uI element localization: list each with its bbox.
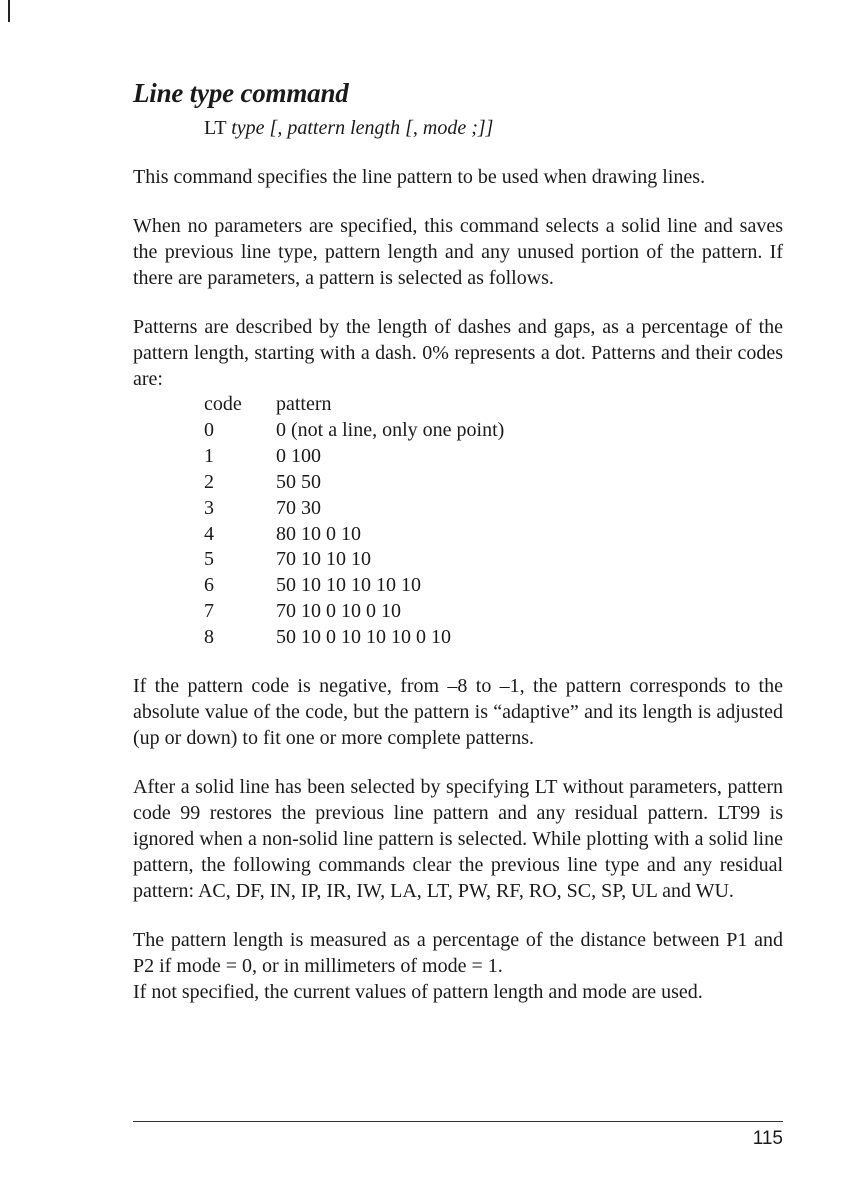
code-cell: 8 bbox=[204, 626, 214, 649]
table-row bbox=[204, 418, 504, 444]
footer-rule bbox=[133, 1121, 783, 1122]
paragraph-default-values: If not specified, the current values of pattern length and mode are used. bbox=[133, 981, 703, 1004]
code-cell: 0 bbox=[204, 418, 214, 441]
table-header-row bbox=[204, 392, 504, 418]
table-row bbox=[204, 547, 504, 573]
code-cell: 6 bbox=[204, 574, 214, 597]
header-code: code bbox=[204, 393, 242, 415]
syntax-parameters: type [, pattern length [, mode ;]] bbox=[231, 117, 494, 139]
scan-edge-mark bbox=[8, 0, 10, 22]
pattern-cell: 70 10 0 10 0 10 bbox=[276, 600, 401, 623]
paragraph-pattern-length: The pattern length is measured as a percentage of the distance between P1 and P2 if mode = 0, or in millimeters of mode = 1. bbox=[133, 929, 783, 978]
code-cell: 3 bbox=[204, 496, 214, 519]
pattern-cell: 0 100 bbox=[276, 444, 321, 467]
table-row bbox=[204, 496, 504, 522]
code-cell: 7 bbox=[204, 600, 214, 623]
code-cell: 1 bbox=[204, 444, 214, 467]
pattern-code-table bbox=[204, 392, 504, 651]
paragraph-negative-codes: If the pattern code is negative, from –8 to –1, the pattern corresponds to the absolute value of the code, but the pattern is “adaptive” and its length is adjusted (up or down) to fit one or more complete patterns. bbox=[133, 675, 783, 750]
paragraph-no-params: When no parameters are specified, this command selects a solid line and saves the previous line type, pattern length and any unused portion of the pattern. If there are parameters, a pattern is selected as follows. bbox=[133, 215, 783, 289]
code-cell: 4 bbox=[204, 522, 214, 545]
syntax-command: LT bbox=[204, 117, 232, 139]
paragraph-patterns-desc: Patterns are described by the length of dashes and gaps, as a percentage of the pattern length, starting with a dash. 0% represents a dot. Patterns and their codes are: bbox=[133, 316, 783, 390]
table-row bbox=[204, 522, 504, 548]
pattern-cell: 70 10 10 10 bbox=[276, 548, 371, 571]
table-row bbox=[204, 625, 504, 651]
paragraph-solid-line: After a solid line has been selected by specifying LT without parameters, pattern code 99 restores the previous line pattern and any residual pattern. LT99 is ignored when a non-solid line pattern is selected. While plotting with a solid line pattern, the following commands clear the previous line type and any residual pattern: AC, DF, IN, IP, IR, IW, LA, LT, PW, RF, RO, SC, SP, UL and WU. bbox=[133, 776, 783, 903]
section-title: Line type command bbox=[133, 78, 349, 108]
header-pattern: pattern bbox=[276, 393, 332, 415]
pattern-cell: 0 (not a line, only one point) bbox=[276, 418, 505, 441]
pattern-cell: 50 10 10 10 10 10 bbox=[276, 574, 421, 597]
table-row bbox=[204, 444, 504, 470]
table-row bbox=[204, 573, 504, 599]
table-row bbox=[204, 470, 504, 496]
table-row bbox=[204, 599, 504, 625]
pattern-cell: 80 10 0 10 bbox=[276, 522, 361, 545]
page-content bbox=[133, 76, 783, 1005]
paragraph-intro: This command specifies the line pattern to be used when drawing lines. bbox=[133, 166, 706, 188]
code-cell: 2 bbox=[204, 470, 214, 493]
pattern-cell: 70 30 bbox=[276, 496, 321, 519]
command-syntax bbox=[204, 114, 783, 142]
page-number: 115 bbox=[752, 1128, 783, 1149]
code-cell: 5 bbox=[204, 548, 214, 571]
pattern-cell: 50 50 bbox=[276, 470, 321, 493]
pattern-cell: 50 10 0 10 10 10 0 10 bbox=[276, 626, 451, 649]
